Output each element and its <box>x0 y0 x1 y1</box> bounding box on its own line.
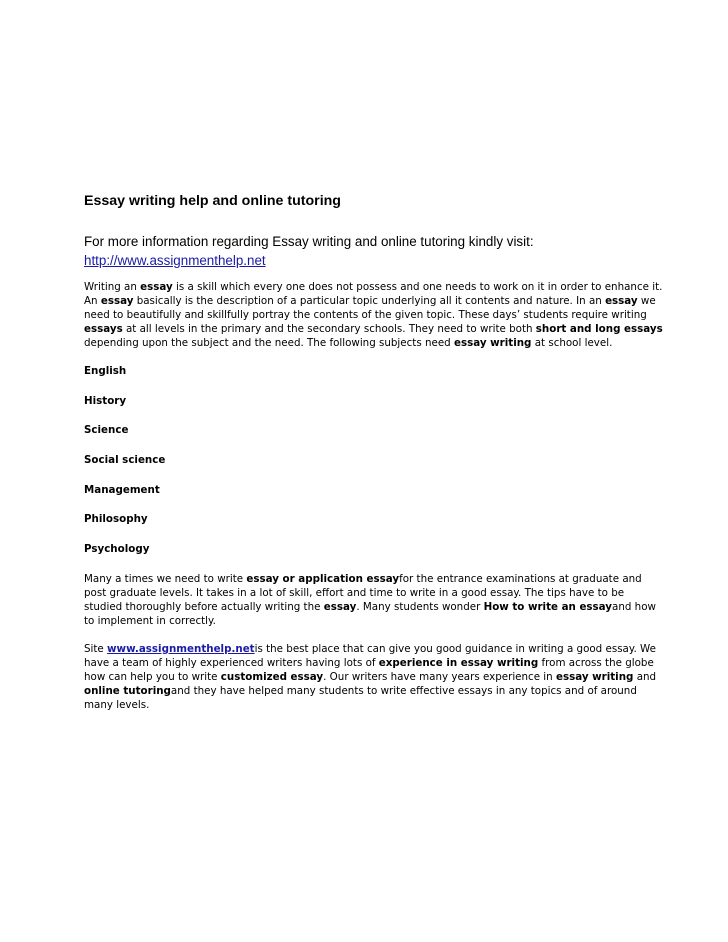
intro-paragraph <box>84 232 664 270</box>
subject-social-science: Social science <box>84 454 166 467</box>
bold-run: essays <box>84 323 123 335</box>
bold-run: How to write an essay <box>483 600 613 613</box>
paragraph-site-info <box>84 642 664 712</box>
text-run: at school level. <box>531 337 613 349</box>
text-run: depending upon the subject and the need. The following subjects need <box>84 337 454 349</box>
assignmenthelp-link[interactable]: http://www.assignmenthelp.net <box>84 253 266 268</box>
bold-run: essay <box>140 281 173 293</box>
text-run: from across the globe how can help you to write <box>84 656 654 683</box>
text-run: and how to implement in correctly. <box>84 600 656 627</box>
subject-psychology: Psychology <box>84 543 150 556</box>
text-run: . Our writers have many years experience in <box>323 670 556 683</box>
bold-run: essay or application essay <box>246 572 400 585</box>
text-run: is a skill which every one does not possess and one needs to work on it in order to enhance it. An <box>84 281 663 307</box>
text-run: and <box>633 670 657 683</box>
text-run: basically is the description of a particular topic underlying all it contents and nature. In an <box>133 295 606 307</box>
subject-philosophy: Philosophy <box>84 513 148 526</box>
text-run: Many a times we need to write <box>84 572 247 585</box>
paragraph-application-essay <box>84 572 664 628</box>
bold-run: essay <box>605 295 638 307</box>
subject-history: History <box>84 394 127 407</box>
bold-run: experience in essay writing <box>378 656 539 669</box>
bold-run: online tutoring <box>84 684 171 697</box>
text-run: is the best place that can give you good guidance in writing a good essay. We have a team of highly experienced writers having lots of <box>84 642 656 669</box>
bold-run: essay writing <box>453 337 532 349</box>
bold-run: short and long essays <box>535 323 663 335</box>
subject-management: Management <box>84 483 160 496</box>
bold-run: customized essay <box>220 670 324 683</box>
site-link[interactable]: www.assignmenthelp.net <box>107 642 255 655</box>
text-run: we need to beautifully and skillfully portray the contents of the given topic. These days’ students require writing <box>84 295 656 321</box>
text-run: Site <box>84 642 108 655</box>
intro-text: For more information regarding Essay writing and online tutoring kindly visit: <box>84 234 534 249</box>
document-title: Essay writing help and online tutoring <box>84 193 341 209</box>
paragraph-essay-intro <box>84 280 664 350</box>
text-run: . Many students wonder <box>356 600 484 613</box>
bold-run: essay <box>100 295 134 307</box>
subject-english: English <box>84 365 127 377</box>
bold-run: essay <box>323 600 357 613</box>
bold-run: essay writing <box>555 670 634 683</box>
text-run: at all levels in the primary and the secondary schools. They need to write both <box>122 323 536 335</box>
text-run: Writing an <box>84 281 141 293</box>
document-page <box>84 192 664 726</box>
subject-science: Science <box>84 424 129 437</box>
text-run: and they have helped many students to write effective essays in any topics and of around many levels. <box>84 684 637 711</box>
text-run: for the entrance examinations at graduate and post graduate levels. It takes in a lot of skill, effort and time to write in a good essay. The tips have to be studied thoroughly before actually writing the <box>84 572 642 613</box>
subject-list <box>84 364 664 556</box>
